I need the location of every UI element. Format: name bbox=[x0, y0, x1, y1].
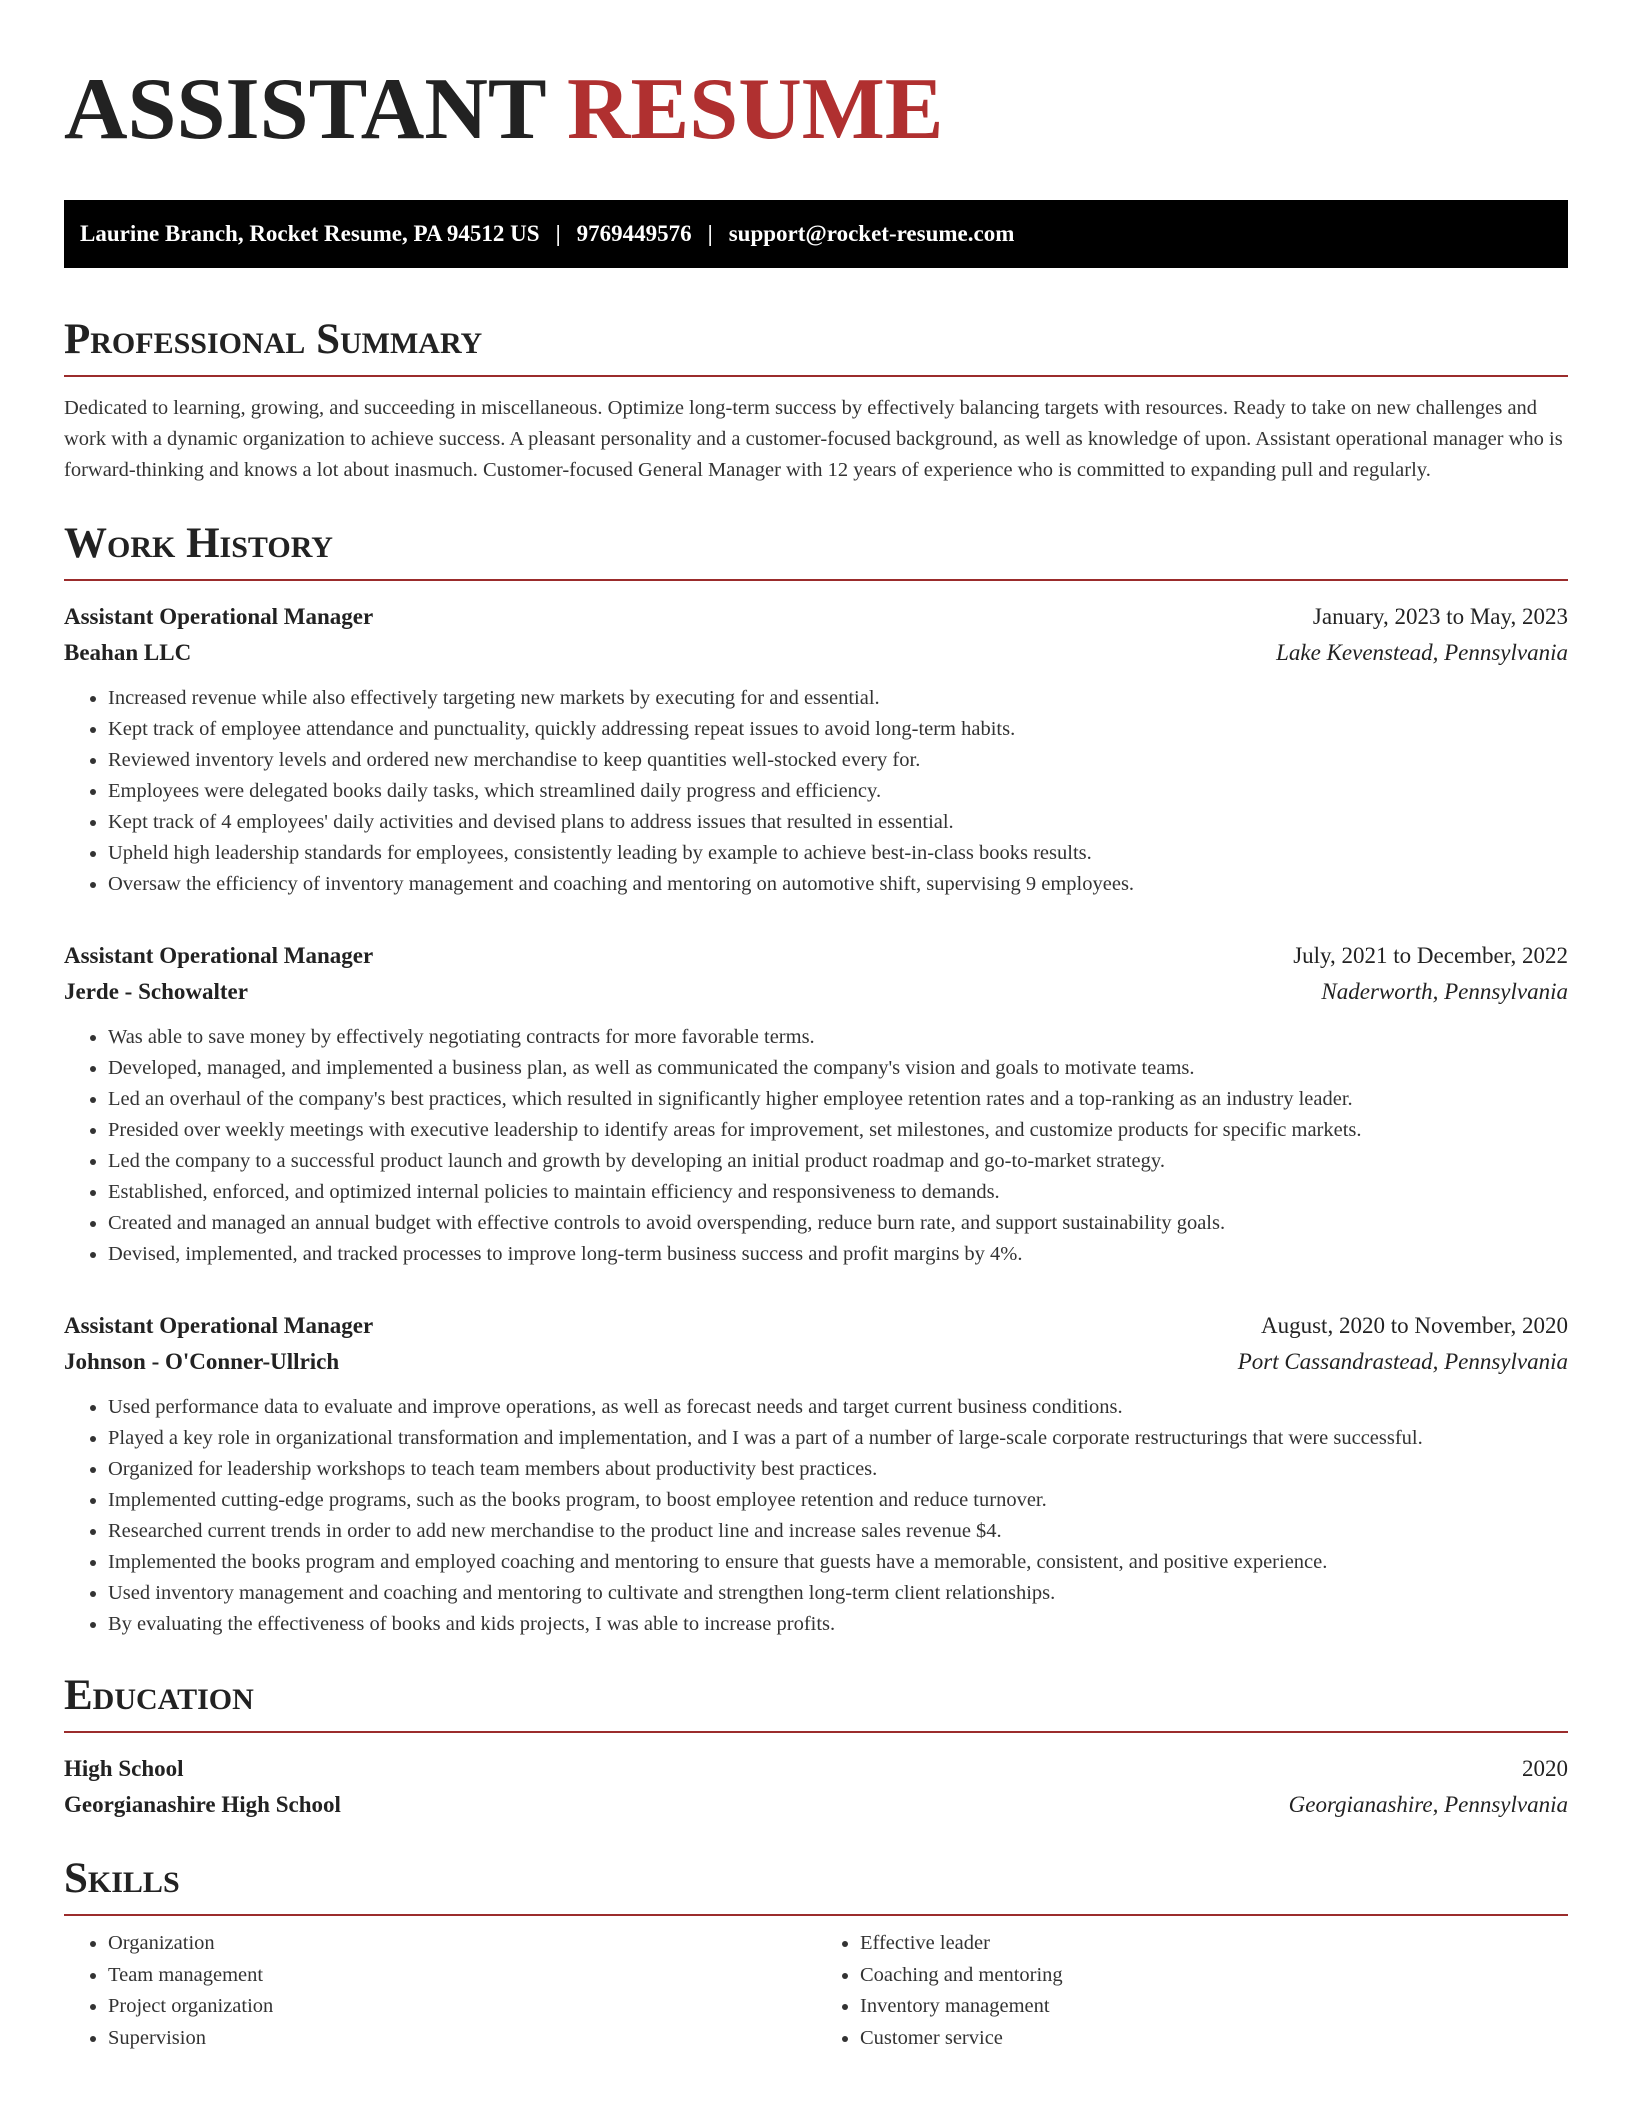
job-bullets bbox=[64, 1392, 1568, 1640]
job-location: Port Cassandrastead, Pennsylvania bbox=[1237, 1349, 1568, 1374]
job-entry bbox=[64, 938, 1568, 1270]
education-entry bbox=[64, 1751, 1568, 1823]
list-item: • Implemented the books program and employed coaching and mentoring to ensure that guests have a memorable, consistent, and positive experience. bbox=[108, 1547, 1568, 1578]
skills-list-right bbox=[816, 1928, 1568, 2054]
contact-phone: 9769449576 bbox=[576, 221, 692, 246]
summary-heading: Professional Summary bbox=[64, 318, 1568, 377]
job-title: Assistant Operational Manager bbox=[64, 1313, 374, 1338]
education-header-row bbox=[64, 1751, 1568, 1787]
list-item: • Organized for leadership workshops to teach team members about productivity best practices. bbox=[108, 1454, 1568, 1485]
summary-text: Dedicated to learning, growing, and succeeding in miscellaneous. Optimize long-term success by effectively balancing targets with resources. Ready to take on new challenges and work with a dynamic organization to achieve success. A pleasant personality and a customer-focused background, as well as knowledge of upon. Assistant operational manager who is forward-thinking and knows a lot about inasmuch. Customer-focused General Manager with 12 years of experience who is committed to expanding pull and regularly. bbox=[64, 397, 1563, 481]
education-school-row bbox=[64, 1787, 1568, 1823]
list-item: • Upheld high leadership standards for employees, consistently leading by example to achieve best-in-class books results. bbox=[108, 838, 1568, 869]
education-heading: Education bbox=[64, 1674, 1568, 1733]
skills-section bbox=[64, 1857, 1568, 2054]
skill-item: • Coaching and mentoring bbox=[860, 1960, 1568, 1992]
summary-section bbox=[64, 318, 1568, 486]
education-year: 2020 bbox=[1522, 1756, 1568, 1781]
education-section bbox=[64, 1674, 1568, 1823]
list-item: • Used performance data to evaluate and improve operations, as well as forecast needs and target current business conditions. bbox=[108, 1392, 1568, 1423]
work-history-heading: Work History bbox=[64, 522, 1568, 581]
title-accent: RESUME bbox=[567, 61, 944, 158]
job-location: Lake Kevenstead, Pennsylvania bbox=[1276, 640, 1568, 665]
job-title: Assistant Operational Manager bbox=[64, 604, 374, 629]
list-item: • Implemented cutting-edge programs, such as the books program, to boost employee retention and reduce turnover. bbox=[108, 1485, 1568, 1516]
skills-list-left bbox=[64, 1928, 816, 2054]
job-header-row bbox=[64, 1308, 1568, 1344]
work-history-section bbox=[64, 522, 1568, 1640]
education-school: Georgianashire High School bbox=[64, 1792, 341, 1817]
skill-item: • Project organization bbox=[108, 1991, 816, 2023]
education-degree: High School bbox=[64, 1756, 184, 1781]
list-item: • Kept track of 4 employees' daily activities and devised plans to address issues that resulted in essential. bbox=[108, 807, 1568, 838]
education-location: Georgianashire, Pennsylvania bbox=[1288, 1792, 1568, 1817]
list-item: • Was able to save money by effectively negotiating contracts for more favorable terms. bbox=[108, 1022, 1568, 1053]
list-item: • Presided over weekly meetings with executive leadership to identify areas for improvement, set milestones, and customize products for specific markets. bbox=[108, 1115, 1568, 1146]
list-item: • Used inventory management and coaching and mentoring to cultivate and strengthen long-term client relationships. bbox=[108, 1578, 1568, 1609]
contact-separator: | bbox=[707, 221, 713, 246]
job-company: Beahan LLC bbox=[64, 640, 192, 665]
job-company-row bbox=[64, 974, 1568, 1010]
list-item: • Kept track of employee attendance and punctuality, quickly addressing repeat issues to avoid long-term habits. bbox=[108, 714, 1568, 745]
job-dates: August, 2020 to November, 2020 bbox=[1261, 1313, 1568, 1338]
contact-bar bbox=[64, 200, 1568, 268]
contact-separator: | bbox=[555, 221, 561, 246]
list-item: • Reviewed inventory levels and ordered new merchandise to keep quantities well-stocked every for. bbox=[108, 745, 1568, 776]
title-main: ASSISTANT bbox=[64, 61, 545, 158]
list-item: • Employees were delegated books daily tasks, which streamlined daily progress and efficiency. bbox=[108, 776, 1568, 807]
job-company: Jerde - Schowalter bbox=[64, 979, 248, 1004]
list-item: • Created and managed an annual budget with effective controls to avoid overspending, reduce burn rate, and support sustainability goals. bbox=[108, 1208, 1568, 1239]
job-header-row bbox=[64, 599, 1568, 635]
list-item: • Led the company to a successful product launch and growth by developing an initial product roadmap and go-to-market strategy. bbox=[108, 1146, 1568, 1177]
list-item: • Oversaw the efficiency of inventory management and coaching and mentoring on automotive shift, supervising 9 employees. bbox=[108, 869, 1568, 900]
list-item: • Devised, implemented, and tracked processes to improve long-term business success and profit margins by 4%. bbox=[108, 1239, 1568, 1270]
skill-item: • Supervision bbox=[108, 2023, 816, 2055]
contact-address: Laurine Branch, Rocket Resume, PA 94512 US bbox=[80, 221, 540, 246]
job-entry bbox=[64, 1308, 1568, 1640]
skill-item: • Inventory management bbox=[860, 1991, 1568, 2023]
job-company-row bbox=[64, 1344, 1568, 1380]
job-entry bbox=[64, 599, 1568, 900]
job-header-row bbox=[64, 938, 1568, 974]
list-item: • Established, enforced, and optimized internal policies to maintain efficiency and responsiveness to demands. bbox=[108, 1177, 1568, 1208]
skill-item: • Team management bbox=[108, 1960, 816, 1992]
list-item: • By evaluating the effectiveness of books and kids projects, I was able to increase profits. bbox=[108, 1609, 1568, 1640]
resume-title bbox=[64, 61, 1568, 158]
job-title: Assistant Operational Manager bbox=[64, 943, 374, 968]
list-item: • Led an overhaul of the company's best practices, which resulted in significantly higher employee retention rates and a top-ranking as an industry leader. bbox=[108, 1084, 1568, 1115]
skill-item: • Customer service bbox=[860, 2023, 1568, 2055]
job-bullets bbox=[64, 1022, 1568, 1270]
list-item: • Developed, managed, and implemented a business plan, as well as communicated the company's vision and goals to motivate teams. bbox=[108, 1053, 1568, 1084]
list-item: • Researched current trends in order to add new merchandise to the product line and increase sales revenue $4. bbox=[108, 1516, 1568, 1547]
contact-email: support@rocket-resume.com bbox=[728, 221, 1015, 246]
list-item: • Increased revenue while also effectively targeting new markets by executing for and essential. bbox=[108, 683, 1568, 714]
skill-item: • Effective leader bbox=[860, 1928, 1568, 1960]
job-company-row bbox=[64, 635, 1568, 671]
job-dates: January, 2023 to May, 2023 bbox=[1312, 604, 1568, 629]
job-company: Johnson - O'Conner-Ullrich bbox=[64, 1349, 340, 1374]
job-location: Naderworth, Pennsylvania bbox=[1321, 979, 1568, 1004]
job-bullets bbox=[64, 683, 1568, 900]
list-item: • Played a key role in organizational transformation and implementation, and I was a part of a number of large-scale corporate restructurings that were successful. bbox=[108, 1423, 1568, 1454]
job-dates: July, 2021 to December, 2022 bbox=[1293, 943, 1568, 968]
skill-item: • Organization bbox=[108, 1928, 816, 1960]
skills-grid bbox=[64, 1928, 1568, 2054]
skills-heading: Skills bbox=[64, 1857, 1568, 1916]
